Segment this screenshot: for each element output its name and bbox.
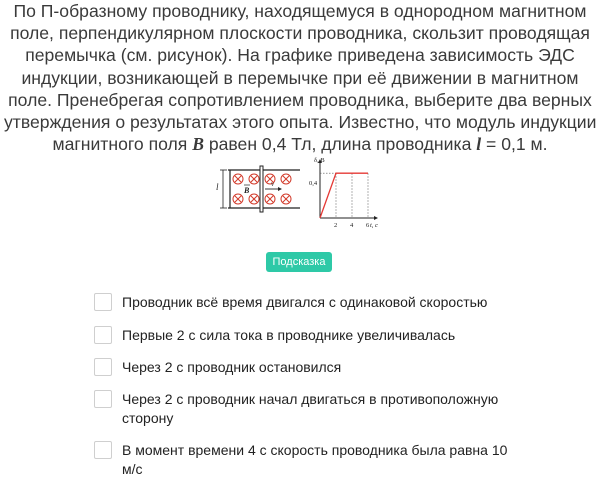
field-into-page-mark bbox=[249, 194, 259, 204]
task-text-line: перемычка (см. рисунок). На графике приведена зависимость ЭДС bbox=[25, 45, 575, 66]
option-label: Через 2 с проводник остановился bbox=[122, 359, 342, 375]
field-into-page-mark bbox=[281, 174, 291, 184]
text-fragment: равен 0,4 Тл, длина проводника bbox=[203, 134, 477, 155]
x-axis-label: t, с bbox=[370, 222, 378, 229]
option-label: В момент времени 4 с скорость проводника была равна 10 м/с bbox=[122, 442, 508, 477]
emf-series-line bbox=[320, 173, 368, 218]
sliding-bar bbox=[260, 166, 263, 212]
x-tick-label: 4 bbox=[350, 222, 354, 229]
task-text-last-line bbox=[4, 133, 596, 155]
option-label: Через 2 с проводник начал двигаться в противоположную сторону bbox=[122, 391, 499, 426]
x-tick-label: 2 bbox=[334, 222, 338, 229]
field-label: B bbox=[244, 186, 250, 195]
symbol-l: l bbox=[476, 134, 482, 155]
task-text-line: поле, перпендикулярном плоскости проводника, скользит проводящая bbox=[10, 23, 590, 44]
velocity-arrowhead bbox=[278, 187, 282, 191]
option-checkbox[interactable] bbox=[94, 358, 112, 376]
field-into-page-mark bbox=[249, 174, 259, 184]
task-figure bbox=[214, 156, 414, 232]
field-into-page-mark bbox=[281, 194, 291, 204]
field-into-page-mark bbox=[233, 174, 243, 184]
circuit-diagram bbox=[216, 166, 300, 212]
text-fragment: магнитного поля bbox=[52, 134, 193, 155]
text-fragment: = 0,1 м. bbox=[481, 134, 548, 155]
task-text-line: утверждения о результатах этого опыта. Известно, что модуль индукции bbox=[4, 112, 597, 133]
y-tick-label: 0,4 bbox=[309, 180, 318, 187]
option-label: Первые 2 с сила тока в проводнике увеличивалась bbox=[122, 327, 456, 343]
field-into-page-mark bbox=[265, 194, 275, 204]
x-tick-label: 6 bbox=[366, 222, 370, 229]
option-checkbox[interactable] bbox=[94, 390, 112, 408]
emf-graph bbox=[309, 157, 378, 229]
y-axis-label: δ, В bbox=[314, 157, 325, 164]
length-label: l bbox=[216, 182, 219, 192]
figure-svg bbox=[214, 156, 414, 232]
task-text-line: По П-образному проводнику, находящемуся в однородном магнитном bbox=[13, 1, 587, 21]
task-text-line: поле. Пренебрегая сопротивлением проводника, выберите два верных bbox=[8, 89, 592, 110]
graph-grid bbox=[320, 173, 368, 218]
option-checkbox[interactable] bbox=[94, 293, 112, 311]
hint-button[interactable]: Подсказка bbox=[266, 252, 332, 272]
option-label: Проводник всё время двигался с одинаковой скоростью bbox=[122, 294, 488, 310]
velocity-label: v bbox=[271, 180, 275, 188]
symbol-b: B bbox=[192, 134, 204, 155]
task-text-line: индукции, возникающей в перемычке при её движении в магнитном bbox=[21, 67, 579, 88]
option-checkbox[interactable] bbox=[94, 326, 112, 344]
field-into-page-mark bbox=[233, 194, 243, 204]
option-checkbox[interactable] bbox=[94, 441, 112, 459]
task-text bbox=[4, 0, 596, 155]
x-axis-arrow bbox=[374, 216, 378, 220]
